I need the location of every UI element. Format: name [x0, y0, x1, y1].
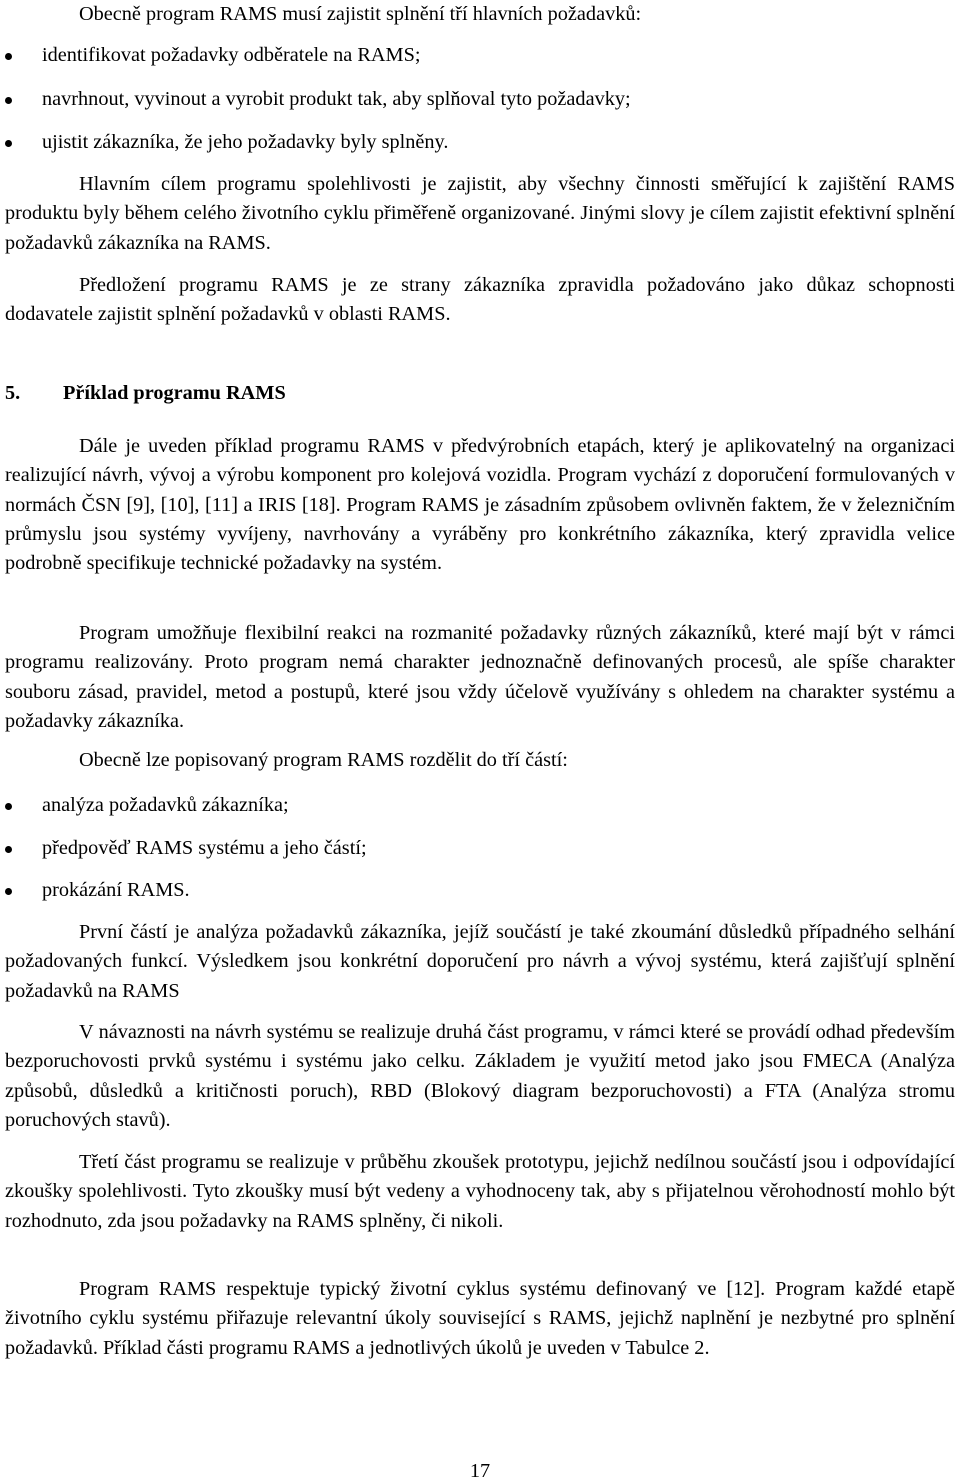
bullet-icon	[5, 140, 12, 147]
paragraph: Program RAMS respektuje typický životní cyklus systému definovaný ve [12]. Program každé etapě životního cyklu systému přiřazuje relevantní úkoly související s RAMS, jejichž naplnění je nezbytné pro splnění požadavků. Příklad části programu RAMS a jednotlivých úkolů je uveden v Tabulce 2.	[5, 1278, 955, 1359]
paragraph: V návaznosti na návrh systému se realizuje druhá část programu, v rámci které se provádí odhad především bezporuchovosti prvků systému i systému jako celku. Základem je využití metod jako jsou FMECA (Analýza způsobů, důsledků a kritičnosti poruch), RBD (Blokový diagram bezporuchovosti) a FTA (Analýza stromu poruchových stavů).	[5, 1021, 955, 1131]
bullet-icon	[5, 53, 12, 60]
section-heading	[5, 379, 955, 408]
paragraph: Předložení programu RAMS je ze strany zákazníka zpravidla požadováno jako důkaz schopnosti dodavatele zajistit splnění požadavků v oblasti RAMS.	[5, 274, 955, 326]
section-number: 5.	[5, 382, 21, 404]
section-title: Příklad programu RAMS	[63, 382, 286, 404]
page-number: 17	[469, 1460, 491, 1482]
paragraph: Třetí část programu se realizuje v průběhu zkoušek prototypu, jejichž nedílnou součástí jsou i odpovídající zkoušky spolehlivosti. Tyto zkoušky musí být vedeny a vyhodnoceny tak, aby s přijatelnou věrohodností mohlo být rozhodnuto, zda jsou požadavky na RAMS splněny, či nikoli.	[5, 1151, 955, 1232]
intro-paragraph: Obecně program RAMS musí zajistit splnění tří hlavních požadavků:	[79, 3, 642, 25]
paragraph: Hlavním cílem programu spolehlivosti je zajistit, aby všechny činnosti směřující k zajištění RAMS produktu byly během celého životního cyklu přiměřeně organizované. Jinými slovy je cílem zajistit efektivní splnění požadavků zákazníka na RAMS.	[5, 173, 955, 254]
paragraph: Program umožňuje flexibilní reakci na rozmanité požadavky různých zákazníků, které mají být v rámci programu realizovány. Proto program nemá charakter jednoznačně definovaných procesů, ale spíše charakter souboru zásad, pravidel, metod a postupů, které jsou vždy účelově využívány s ohledem na charakter systému a požadavky zákazníka.	[5, 622, 955, 732]
bullet-icon	[5, 888, 12, 895]
bullet-icon	[5, 97, 12, 104]
bullet-icon	[5, 846, 12, 853]
paragraph: Obecně lze popisovaný program RAMS rozdělit do tří částí:	[79, 749, 568, 771]
paragraph: První částí je analýza požadavků zákazníka, jejíž součástí je také zkoumání důsledků případného selhání požadovaných funkcí. Výsledkem jsou konkrétní doporučení pro návrh a vývoj systému, která zajišťují splnění požadavků na RAMS	[5, 921, 955, 1002]
bullet-icon	[5, 803, 12, 810]
paragraph: Dále je uveden příklad programu RAMS v předvýrobních etapách, který je aplikovatelný na organizaci realizující návrh, vývoj a výrobu komponent pro kolejová vozidla. Program vychází z doporučení formulovaných v normách ČSN [9], [10], [11] a IRIS [18]. Program RAMS je zásadním způsobem ovlivněn faktem, že v železničním průmyslu jsou systémy vyvíjeny, navrhovány a vyráběny pro konkrétního zákazníka, který zpravidla velice podrobně specifikuje technické požadavky na systém.	[5, 435, 955, 575]
